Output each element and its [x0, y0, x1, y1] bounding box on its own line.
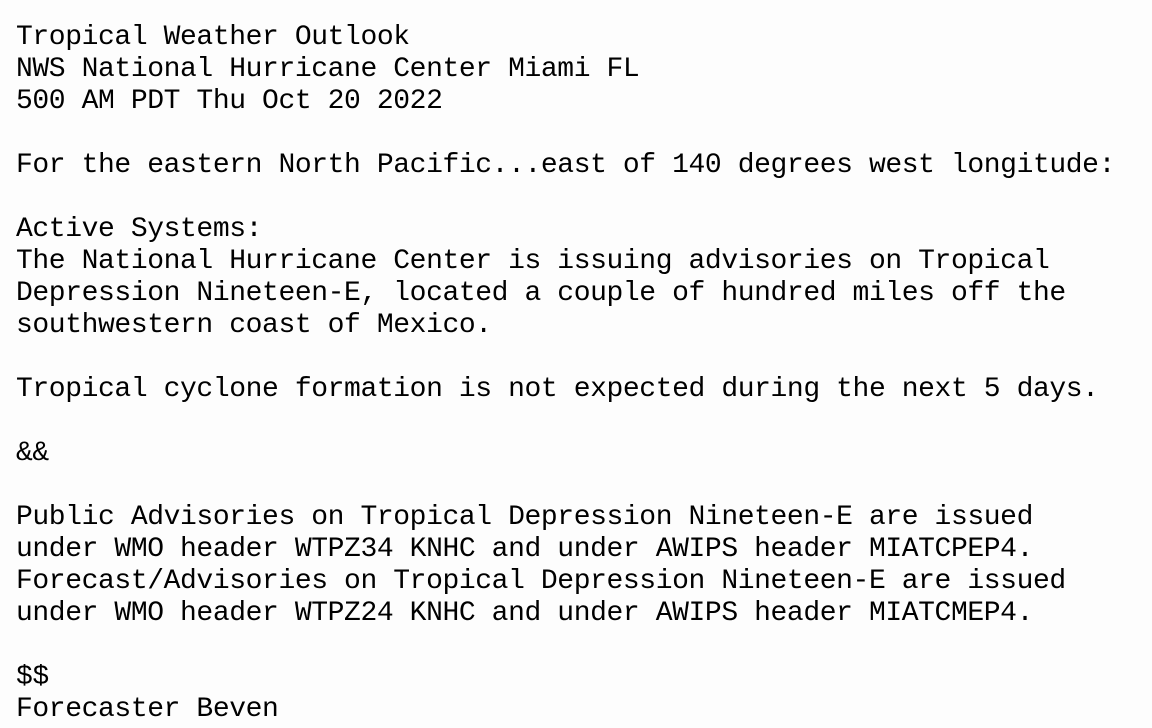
end-marker: $$ — [16, 662, 49, 693]
title-line: Tropical Weather Outlook — [16, 22, 410, 53]
issuer-line: NWS National Hurricane Center Miami FL — [16, 54, 640, 85]
advisory-header-line: Public Advisories on Tropical Depression Nineteen-E are issued — [16, 502, 1033, 533]
blank-line — [16, 182, 1115, 214]
active-systems-text: Depression Nineteen-E, located a couple of hundred miles off the — [16, 278, 1066, 309]
active-systems-heading: Active Systems: — [16, 214, 263, 245]
section-separator: && — [16, 438, 49, 469]
active-systems-text: The National Hurricane Center is issuing advisories on Tropical — [16, 246, 1050, 277]
blank-line — [16, 406, 1115, 438]
blank-line — [16, 470, 1115, 502]
advisory-header-line: under WMO header WTPZ24 KNHC and under AWIPS header MIATCMEP4. — [16, 598, 1033, 629]
issue-time-line: 500 AM PDT Thu Oct 20 2022 — [16, 86, 443, 117]
blank-line — [16, 630, 1115, 662]
advisory-header-line: Forecast/Advisories on Tropical Depression Nineteen-E are issued — [16, 566, 1066, 597]
outlook-text — [16, 22, 1115, 726]
formation-outlook-line: Tropical cyclone formation is not expected during the next 5 days. — [16, 374, 1099, 405]
blank-line — [16, 118, 1115, 150]
forecaster-signature: Forecaster Beven — [16, 694, 279, 725]
blank-line — [16, 342, 1115, 374]
active-systems-text: southwestern coast of Mexico. — [16, 310, 492, 341]
advisory-header-line: under WMO header WTPZ34 KNHC and under AWIPS header MIATCPEP4. — [16, 534, 1033, 565]
region-line: For the eastern North Pacific...east of 140 degrees west longitude: — [16, 150, 1115, 181]
